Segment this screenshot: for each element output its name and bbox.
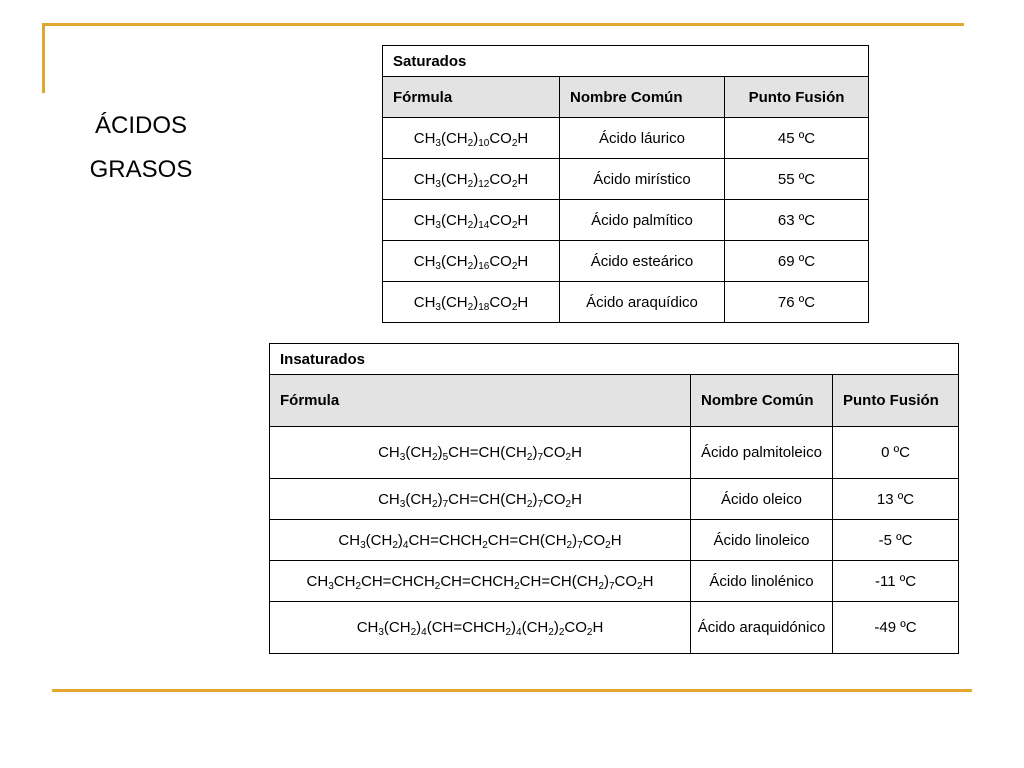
table-header-row xyxy=(383,77,869,118)
table-row xyxy=(383,118,869,159)
cell-melting-point: 13 ºC xyxy=(833,479,959,520)
cell-melting-point: 69 ºC xyxy=(725,241,869,282)
table-caption: Saturados xyxy=(383,46,869,77)
cell-common-name: Ácido araquidónico xyxy=(691,602,833,654)
cell-common-name: Ácido oleico xyxy=(691,479,833,520)
table-row xyxy=(383,159,869,200)
cell-melting-point: 63 ºC xyxy=(725,200,869,241)
table-row xyxy=(270,427,959,479)
column-header-name: Nombre Común xyxy=(560,77,725,118)
table-row xyxy=(270,561,959,602)
table-row xyxy=(270,520,959,561)
cell-formula: $CH_3(CH_2)_{10}CO_2H$ xyxy=(383,118,560,159)
cell-common-name: Ácido linolénico xyxy=(691,561,833,602)
table-header-row xyxy=(270,375,959,427)
cell-melting-point: 76 ºC xyxy=(725,282,869,323)
cell-formula: $CH_3(CH_2)_4CH=CHCH_2CH=CH(CH_2)_7CO_2H$ xyxy=(270,520,691,561)
cell-formula: $CH_3CH_2CH=CHCH_2CH=CHCH_2CH=CH(CH_2)_7CO_2H$ xyxy=(270,561,691,602)
cell-common-name: Ácido palmitoleico xyxy=(691,427,833,479)
cell-formula: $CH_3(CH_2)_{12}CO_2H$ xyxy=(383,159,560,200)
cell-melting-point: 55 ºC xyxy=(725,159,869,200)
table-row xyxy=(270,602,959,654)
cell-formula: $CH_3(CH_2)_{18}CO_2H$ xyxy=(383,282,560,323)
cell-formula: $CH_3(CH_2)_4(CH=CHCH_2)_4(CH_2)_2CO_2H$ xyxy=(270,602,691,654)
cell-formula: $CH_3(CH_2)_5CH=CH(CH_2)_7CO_2H$ xyxy=(270,427,691,479)
cell-common-name: Ácido araquídico xyxy=(560,282,725,323)
accent-line-bottom xyxy=(52,689,972,692)
cell-melting-point: 0 ºC xyxy=(833,427,959,479)
cell-common-name: Ácido esteárico xyxy=(560,241,725,282)
cell-formula: $CH_3(CH_2)_{14}CO_2H$ xyxy=(383,200,560,241)
slide-title xyxy=(70,104,212,192)
cell-melting-point: -49 ºC xyxy=(833,602,959,654)
table-caption: Insaturados xyxy=(270,344,959,375)
cell-formula: $CH_3(CH_2)_{16}CO_2H$ xyxy=(383,241,560,282)
cell-formula: $CH_3(CH_2)_7CH=CH(CH_2)_7CO_2H$ xyxy=(270,479,691,520)
table-caption-row xyxy=(383,46,869,77)
saturated-table xyxy=(382,45,869,323)
column-header-melting-point: Punto Fusión xyxy=(833,375,959,427)
table-row xyxy=(383,241,869,282)
table-row xyxy=(383,200,869,241)
table-row xyxy=(383,282,869,323)
unsaturated-table xyxy=(269,343,959,654)
cell-common-name: Ácido linoleico xyxy=(691,520,833,561)
table-caption-row xyxy=(270,344,959,375)
cell-common-name: Ácido mirístico xyxy=(560,159,725,200)
cell-common-name: Ácido palmítico xyxy=(560,200,725,241)
column-header-formula: Fórmula xyxy=(270,375,691,427)
slide-title-line-2: GRASOS xyxy=(89,156,193,183)
slide-title-line-1: ÁCIDOS xyxy=(94,112,187,139)
cell-melting-point: -5 ºC xyxy=(833,520,959,561)
cell-common-name: Ácido láurico xyxy=(560,118,725,159)
cell-melting-point: 45 ºC xyxy=(725,118,869,159)
cell-melting-point: -11 ºC xyxy=(833,561,959,602)
column-header-melting-point: Punto Fusión xyxy=(725,77,869,118)
column-header-formula: Fórmula xyxy=(383,77,560,118)
accent-line-top xyxy=(42,23,964,26)
table-row xyxy=(270,479,959,520)
column-header-name: Nombre Común xyxy=(691,375,833,427)
accent-line-left xyxy=(42,23,45,93)
